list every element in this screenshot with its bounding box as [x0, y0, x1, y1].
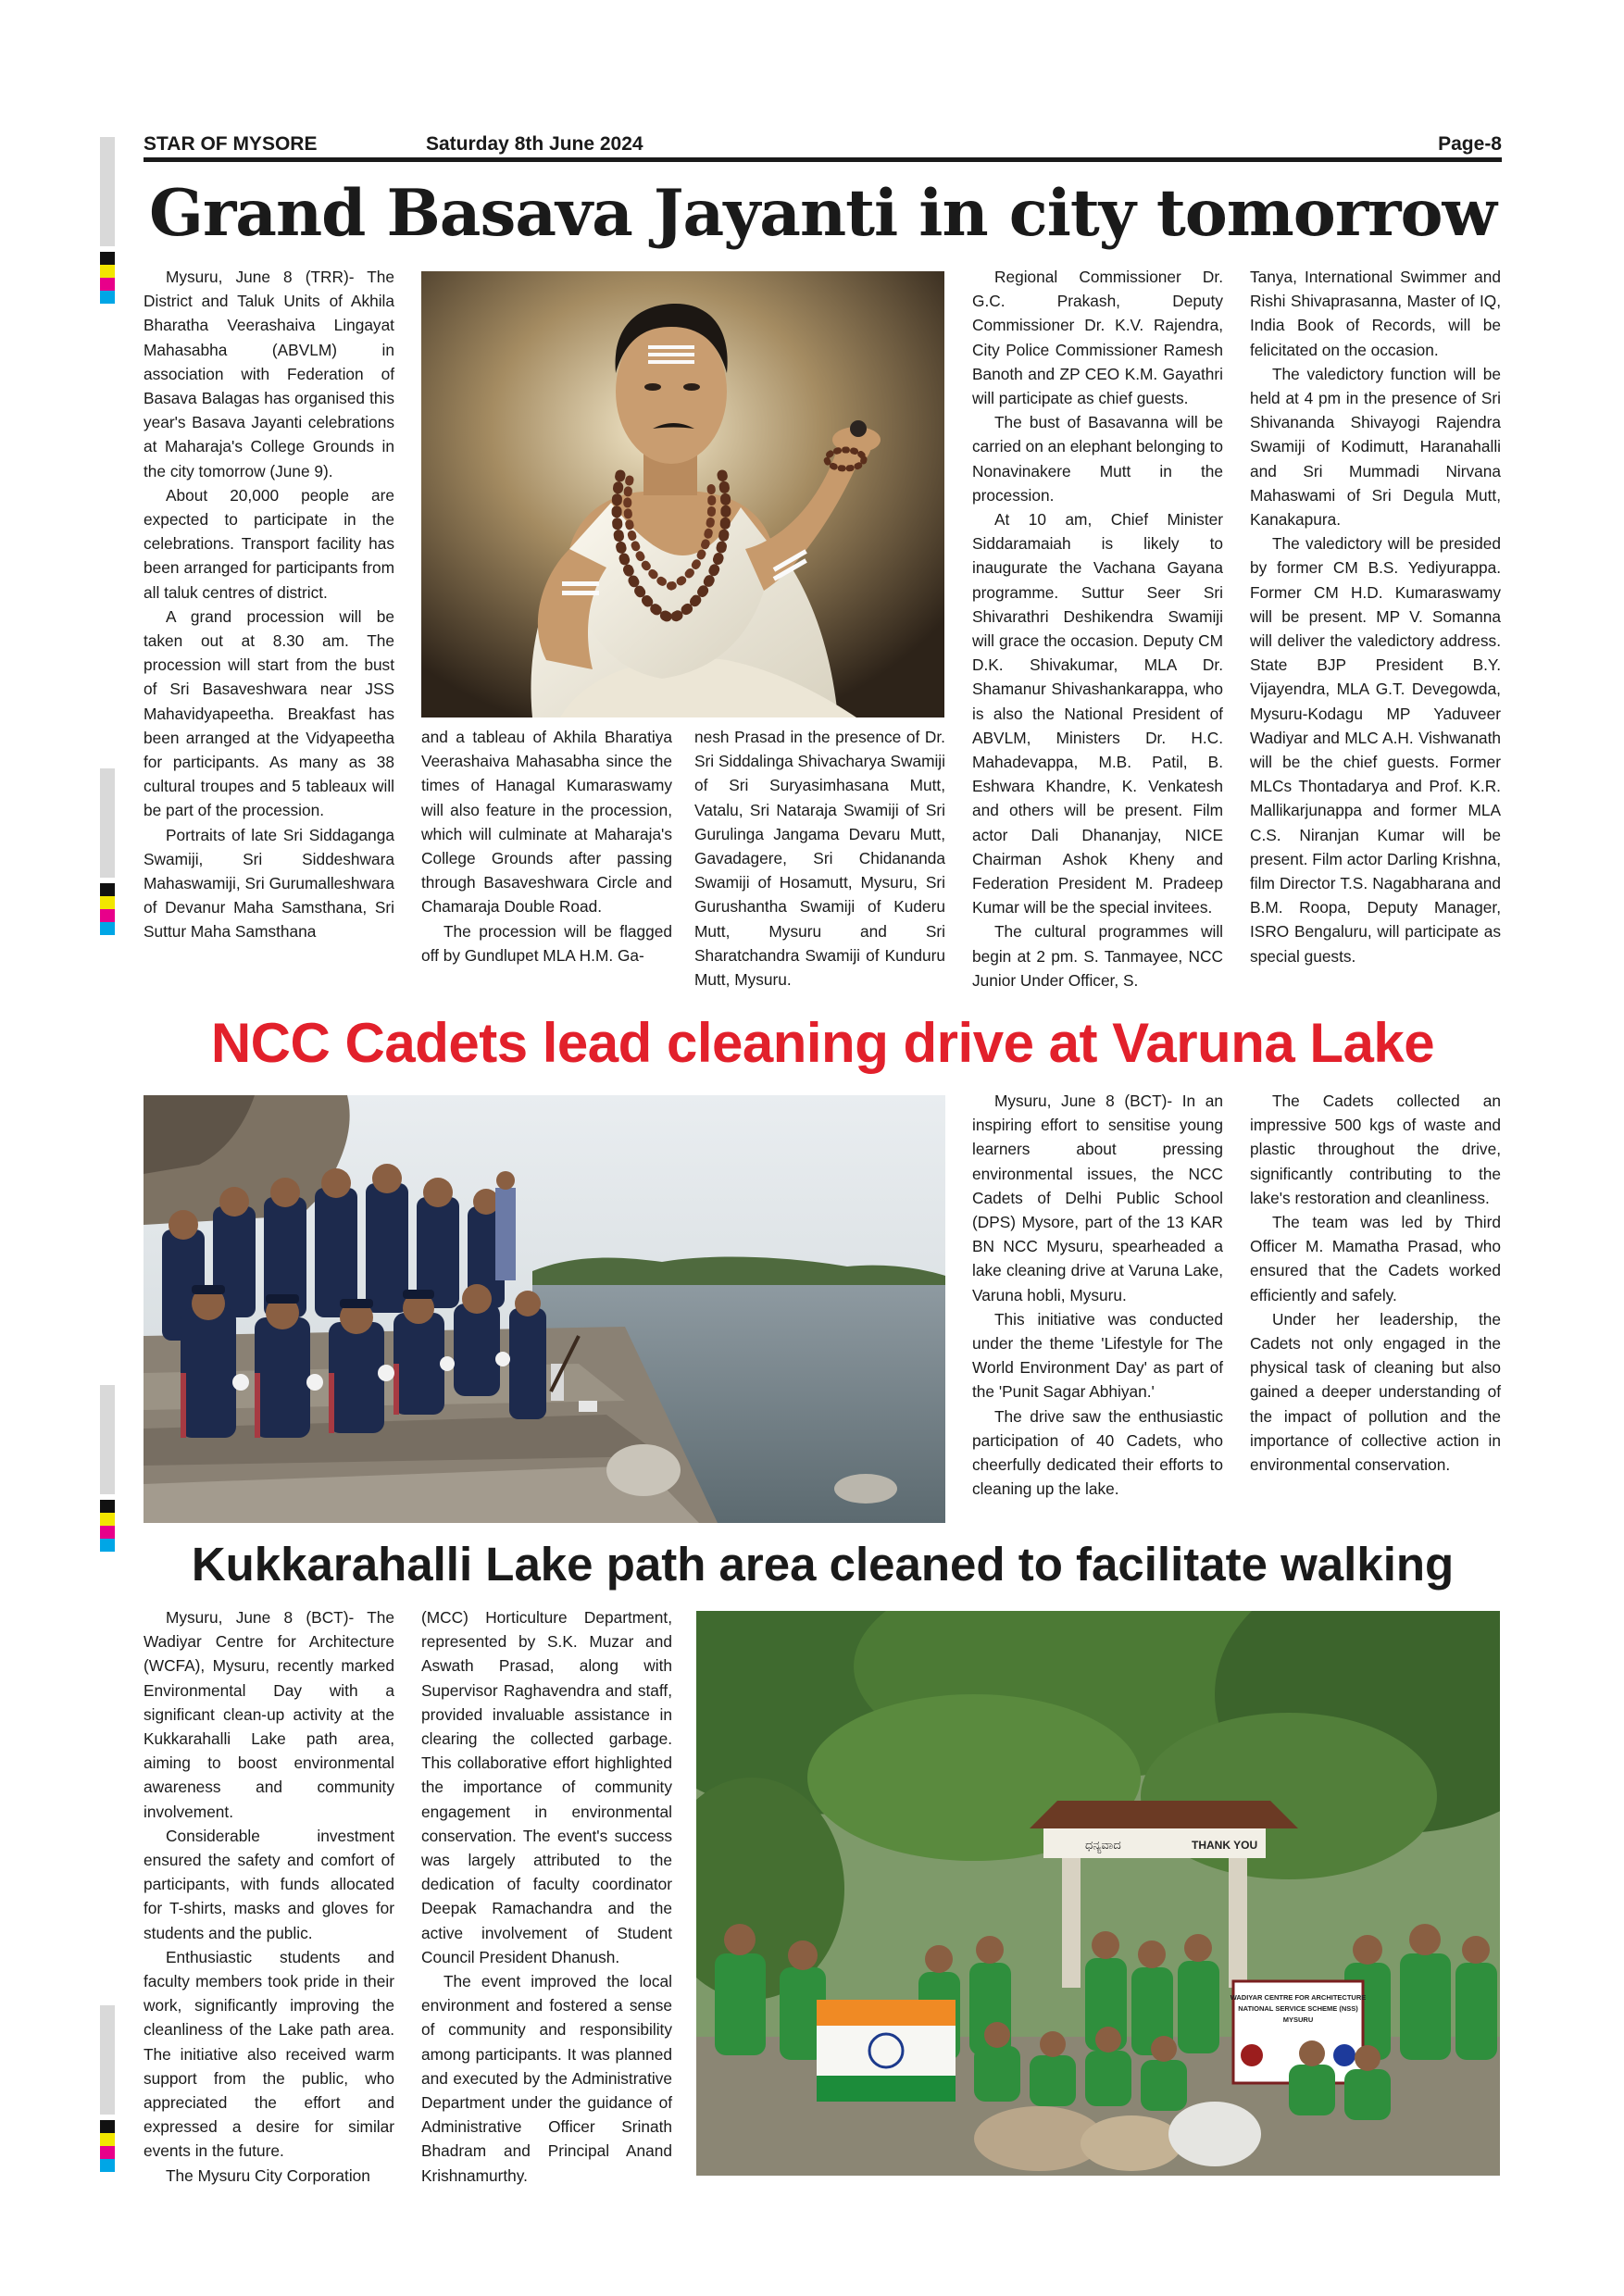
gate-sign-thank-you: THANK YOU — [1192, 1839, 1258, 1852]
paragraph: This initiative was conducted under the theme 'Lifestyle for The World Environment Day' as part of the 'Punit Sagar Abhiyan.' — [972, 1309, 1223, 1402]
paragraph: nesh Prasad in the presence of Dr. Sri Siddalinga Shivacharya Swamiji of Sri Suryasimhasana Mutt, Vatalu, Sri Nataraja Swamiji of Sri Gurulinga Jangama Devaru Mutt, Gavadagere, Sri Chidananda Swamiji of Hosamutt, Mysuru, Sri Gurushantha Swamiji of Kuderu Mutt, Mysuru and Sri Sharatchandra Swamiji of Kunduru Mutt, Mysuru. — [694, 728, 945, 990]
article1-column-5 — [1250, 265, 1501, 968]
paragraph: The valedictory will be presided by former CM B.S. Yediyurappa. Former CM H.D. Kumaraswamy will be present. MP V. Somanna will deliver the valedictory address. State BJP President B.Y. Vijayendra, MLA G.T. Devegowda, Mysuru-Kodagu MP Yaduveer Wadiyar and MLC A.H. Vishwanath will be the chief guests. Former MLCs Thontadarya and Prof. K.R. Mallikarjunappa and former MLA C.S. Niranjan Kumar will be present. Film actor Darling Krishna, film Director T.S. Nagabharana and B.M. Roopa, Deputy Manager, ISRO Bengaluru, will participate as special guests. — [1250, 534, 1501, 966]
page-number: Page-8 — [1438, 133, 1502, 155]
paragraph: The cultural programmes will begin at 2 pm. S. Tanmayee, NCC Junior Under Officer, S. — [972, 922, 1223, 990]
article3-column-2 — [421, 1605, 672, 2188]
paragraph: Considerable investment ensured the safety and comfort of participants, with funds allocated for T-shirts, masks and gloves for students and the public. — [144, 1826, 394, 1942]
paragraph: The Mysuru City Corporation — [166, 2165, 370, 2185]
paragraph: The drive saw the enthusiastic participation of 40 Cadets, who cheerfully dedicated their efforts to cleaning up the lake. — [972, 1406, 1223, 1499]
paragraph: Under her leadership, the Cadets not only engaged in the physical task of cleaning but also gained a deeper understanding of the impact of pollution and the importance of collective action in environmental conservation. — [1250, 1309, 1501, 1475]
article1-column-3 — [694, 725, 945, 992]
article2-column-2 — [1250, 1089, 1501, 1477]
paper-name: STAR OF MYSORE — [144, 133, 318, 155]
article1-column-4 — [972, 265, 1223, 992]
paragraph: The team was led by Third Officer M. Mamatha Prasad, who ensured that the Cadets worked efficiently and safely. — [1250, 1213, 1501, 1304]
paragraph: About 20,000 people are expected to participate in the celebrations. Transport facility has been arranged for participants from all taluk centres of district. — [144, 485, 394, 602]
paragraph: A grand procession will be taken out at 8.30 am. The procession will start from the bust of Sri Basaveshwara near JSS Mahavidyapeetha. Breakfast has been arranged at the Vidyapeetha for participants. As many as 38 cultural troupes and 5 tableaux will be part of the procession. — [144, 606, 394, 820]
paragraph: and a tableau of Akhila Bharatiya Veerashaiva Mahasabha since the times of Hanagal Kumaraswamy will also feature in the procession, which will culminate at Maharaja's College Grounds after passing through Basaveshwara Circle and Chamaraja Double Road. — [421, 728, 672, 917]
paragraph: Regional Commissioner Dr. G.C. Prakash, Deputy Commissioner Dr. K.V. Rajendra, City Police Commissioner Ramesh Banoth and ZP CEO K.M. Gayathri will participate as chief guests. — [972, 268, 1223, 408]
print-marks-2 — [100, 768, 115, 935]
paragraph: Tanya, International Swimmer and Rishi Shivaprasanna, Master of IQ, India Book of Records, will be felicitated on the occasion. — [1250, 268, 1501, 359]
banner-line-3: MYSURU — [1282, 2015, 1314, 2024]
paragraph: Enthusiastic students and faculty members took pride in their work, significantly improving the cleanliness of the Lake path area. The initiative also received warm support from the public, who appreciated the effort and expressed a desire for similar events in the future. — [144, 1947, 394, 2161]
paragraph: The Cadets collected an impressive 500 kgs of waste and plastic throughout the drive, significantly contributing to the lake's restoration and cleanliness. — [1250, 1092, 1501, 1207]
paragraph: The procession will be flagged off by Gundlupet MLA H.M. Ga- — [421, 921, 672, 965]
article2-column-1 — [972, 1089, 1223, 1501]
print-marks-4 — [100, 2005, 115, 2172]
headline-ncc-cadets: NCC Cadets lead cleaning drive at Varuna Lake — [210, 1012, 1435, 1074]
headline-basava-jayanti: Grand Basava Jayanti in city tomorrow — [149, 176, 1496, 251]
paragraph: Portraits of late Sri Siddaganga Swamiji, Sri Siddeshwara Mahaswamiji, Sri Gurumalleshwara of Devanur Maha Samsthana, Sri Suttur Maha Samsthana — [144, 825, 394, 942]
article1-column-2 — [421, 725, 672, 967]
print-marks-1 — [100, 137, 115, 304]
paragraph: Mysuru, June 8 (TRR)- The District and Taluk Units of Akhila Bharatha Veerashaiva Lingayat Mahasabha (ABVLM) in association with Federation of Basava Balagas has organised this year's Basava Jayanti celebrations at Maharaja's College Grounds in the city tomorrow (June 9). — [144, 268, 394, 480]
banner-line-2: NATIONAL SERVICE SCHEME (NSS) — [1238, 2004, 1358, 2013]
paragraph: The valedictory function will be held at 4 pm in the presence of Sri Shivananda Shivayogi Rajendra Swamiji of Kodimutt, Haranahalli and Sri Mummadi Nirvana Mahaswami of Sri Degula Mutt, Kanakapura. — [1250, 364, 1501, 530]
banner-line-1: WADIYAR CENTRE FOR ARCHITECTURE — [1230, 1993, 1367, 2002]
article3-column-1 — [144, 1605, 394, 2188]
basavanna-portrait-image — [421, 271, 944, 718]
gate-sign-kannada: ಧನ್ಯವಾದ — [1085, 1839, 1121, 1853]
paragraph: The bust of Basavanna will be carried on an elephant belonging to Nonavinakere Mutt in the procession. — [972, 413, 1223, 505]
paragraph: The event improved the local environment and fostered a sense of community and responsibility among participants. It was planned and executed by the Administrative Department under the guidance of Administrative Officer Srinath Bhadram and Principal Anand Krishnamurthy. — [421, 1972, 672, 2185]
header-rule — [144, 157, 1502, 162]
ncc-cadets-lake-photo — [144, 1095, 945, 1523]
paragraph: Mysuru, June 8 (BCT)- The Wadiyar Centre for Architecture (WCFA), Mysuru, recently marked Environmental Day with a significant clean-up activity at the Kukkarahalli Lake path area, aiming to boost environmental awareness and community involvement. — [144, 1608, 394, 1821]
print-marks-3 — [100, 1385, 115, 1552]
paragraph: (MCC) Horticulture Department, represented by S.K. Muzar and Aswath Prasad, along with Supervisor Raghavendra and staff, provided invaluable assistance in clearing the collected garbage. This collaborative effort highlighted the importance of community engagement in environmental conservation. The event's success was largely attributed to the dedication of faculty coordinator Deepak Ramachandra and the active involvement of Student Council President Dhanush. — [421, 1608, 672, 1966]
article1-column-1 — [144, 265, 394, 944]
paragraph: At 10 am, Chief Minister Siddaramaiah is likely to inaugurate the Vachana Gayana programme. Suttur Seer Sri Shivarathri Deshikendra Swamiji will grace the occasion. Deputy CM D.K. Shivakumar, MLA Dr. Shamanur Shivashankarappa, who is also the National President of ABVLM, Ministers Dr. H.C. Mahadevappa, M.B. Patil, B. Eshwara Khandre, K. Venkatesh and others will be present. Film actor Dali Dhananjay, NICE Chairman Ashok Kheny and Federation President M. Pradeep Kumar will be the special invitees. — [972, 510, 1223, 917]
kukkarahalli-group-photo — [696, 1611, 1500, 2176]
paragraph: Mysuru, June 8 (BCT)- In an inspiring effort to sensitise young learners about pressing environmental issues, the NCC Cadets of Delhi Public School (DPS) Mysore, part of the 13 KAR BN NCC Mysuru, spearheaded a lake cleaning drive at Varuna Lake, Varuna hobli, Mysuru. — [972, 1092, 1223, 1304]
issue-date: Saturday 8th June 2024 — [426, 133, 643, 155]
headline-kukkarahalli-lake: Kukkarahalli Lake path area cleaned to facilitate walking — [191, 1538, 1455, 1591]
